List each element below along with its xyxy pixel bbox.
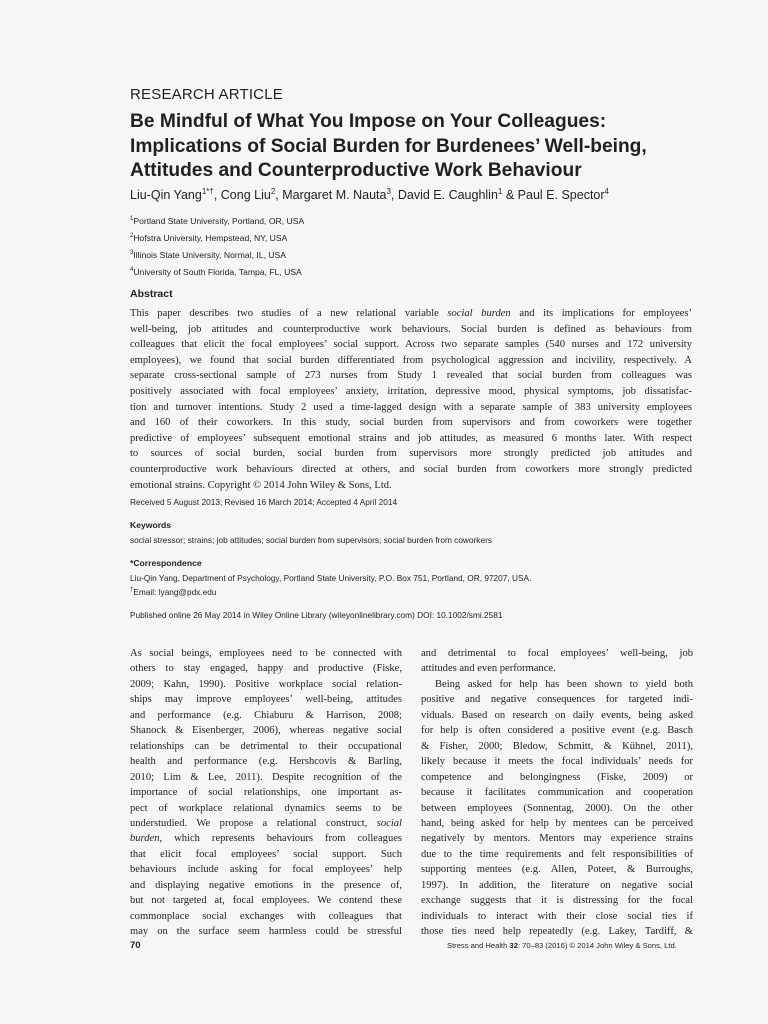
body-line: between employees (Sonnentag, 2000). On the other	[421, 802, 693, 814]
author-separator: ,	[390, 188, 398, 203]
body-line: individuals to interact with their close social ties if	[421, 910, 693, 922]
affiliation-item	[130, 263, 304, 280]
body-line: that elicit focal employees’ social support. Such	[130, 848, 402, 860]
abstract-line: separate cross-sectional sample of 273 nurses from Study 1 revealed that social burden from colleagues was	[130, 370, 692, 382]
abstract-line: employees), we found that social burden differentiated from psychological aggression and incivility, respectively. A	[130, 354, 692, 366]
body-line: due to the time requirements and felt responsibilities of	[421, 848, 693, 860]
body-line: Shanock & Eisenberger, 2006), whereas negative social	[130, 725, 402, 737]
body-line: negatively by mentors. Mentors may experience strains	[421, 833, 693, 845]
affiliation-text: Portland State University, Portland, OR, USA	[133, 215, 305, 226]
body-line: hand, being asked for help by mentees can be perceived	[421, 817, 693, 829]
author-name: Liu-Qin Yang	[130, 188, 202, 203]
body-line: health and performance (e.g. Hershcovis & Barling,	[130, 756, 402, 768]
body-line: but not targeted at, focal employees. We contend these	[130, 895, 402, 907]
body-line: and displaying negative emotions in the presence of,	[130, 879, 402, 891]
abstract-line: counterproductive work behaviours directed at others, and social burden from coworkers more strongly predicted	[130, 463, 692, 475]
journal-footer	[447, 941, 677, 950]
body-line: ships may improve employees’ well-being, attitudes	[130, 694, 402, 706]
affiliation-text: Hofstra University, Hempstead, NY, USA	[133, 232, 288, 243]
keywords-text: social stressor; strains; job attitudes; social burden from supervisors; social burden from coworkers	[130, 535, 492, 545]
affiliation-mark: 4	[130, 267, 134, 274]
body-column-right	[421, 646, 693, 940]
body-line: likely because it meets the focal individuals’ needs for	[421, 756, 693, 768]
keywords-heading: Keywords	[130, 520, 172, 530]
body-line: viduals. Based on research on daily events, being asked	[421, 709, 693, 721]
affiliation-mark: 1	[130, 216, 134, 222]
author-affiliation-mark: 1*†	[201, 187, 214, 196]
abstract-heading: Abstract	[130, 288, 173, 300]
body-line: because it facilitates communication and cooperation	[421, 787, 693, 799]
abstract-line: well-being, job attitudes and counterproductive work behaviours. Social burden is defined as behaviours from	[130, 323, 692, 335]
author-name: Cong Liu	[220, 188, 271, 203]
abstract-line: to sources of social burden, social burden from supervisors more strongly predicted job attitudes and	[130, 448, 692, 460]
author-affiliation-mark: 4	[604, 187, 609, 196]
affiliation-mark: 3	[130, 250, 134, 257]
body-line: As social beings, employees need to be connected with	[130, 648, 402, 659]
body-line: 2010; Lim & Lee, 2011). Despite recognition of the	[130, 771, 402, 783]
title-line: Be Mindful of What You Impose on Your Colleagues:	[130, 111, 607, 132]
affiliation-text: Illinois State University, Normal, IL, USA	[133, 249, 287, 260]
abstract-line: and 160 of their coworkers. In this study, social burden from supervisors and from coworkers were together	[130, 417, 692, 429]
abstract-line: tion and turnover intentions. Study 2 used a time-lagged design with a separate sample of 383 university employees	[130, 401, 692, 413]
body-line: attitudes and even performance.	[421, 663, 556, 675]
journal-citation: : 70–83 (2016) © 2014 John Wiley & Sons, Ltd.	[517, 941, 677, 950]
abstract-line: emotional strains. Copyright © 2014 John Wiley & Sons, Ltd.	[130, 479, 392, 491]
received-dates: Received 5 August 2013; Revised 16 March 2014; Accepted 4 April 2014	[130, 497, 398, 507]
body-line: commonplace social exchanges with colleagues that	[130, 910, 402, 922]
title-line: Attitudes and Counterproductive Work Behaviour	[130, 160, 582, 181]
abstract-body	[130, 306, 692, 493]
body-line: understudied. We propose a relational construct, social	[130, 817, 402, 829]
author-separator: ,	[213, 188, 221, 203]
body-line: relationships can be detrimental to their occupational	[130, 740, 402, 752]
body-line: positive and negative consequences for targeted indi-	[421, 694, 693, 706]
author-name: Margaret M. Nauta	[282, 188, 387, 203]
author-separator: ,	[275, 188, 283, 203]
affiliation-text: University of South Florida, Tampa, FL, USA	[133, 267, 302, 278]
author-affiliation-mark: 2	[270, 187, 276, 196]
body-line: others to stay engaged, happy and productive (Fiske,	[130, 663, 402, 675]
author-name: Paul E. Spector	[517, 188, 605, 203]
body-line: exchange suggests that it is distressing for the focal	[421, 895, 693, 907]
body-line: behaviours include asking for focal employees’ help	[130, 864, 402, 876]
body-line: & Fisher, 2000; Bledow, Schmitt, & Kühnel, 2011),	[421, 740, 693, 752]
body-line: 1997). In addition, the literature on negative social	[421, 879, 693, 891]
journal-name: Stress and Health	[447, 941, 508, 950]
author-affiliation-mark: 3	[386, 187, 391, 196]
body-line: 2009; Kahn, 1990). Positive workplace social relation-	[130, 678, 402, 690]
body-line: burden, which represents behaviours from colleagues	[130, 833, 402, 845]
body-line: may on the surface seem harmless could be stressful	[130, 926, 402, 938]
affiliation-item	[130, 246, 304, 263]
author-affiliation-mark: 1	[497, 187, 503, 196]
journal-volume: 32	[509, 941, 518, 950]
body-line: supporting mentees (e.g. Allen, Poteet, & Burroughs,	[421, 864, 693, 876]
affiliation-mark: 2	[130, 233, 134, 240]
body-line: competence and belongingness (Fiske, 2009) or	[421, 771, 693, 783]
publication-info: Published online 26 May 2014 in Wiley Online Library (wileyonlinelibrary.com) DOI: 10.1002/smi.2581	[130, 610, 503, 620]
email-text: Email: lyang@pdx.edu	[133, 587, 217, 597]
author-list	[130, 187, 730, 202]
author-name: David E. Caughlin	[397, 188, 498, 203]
body-line: importance of social relationships, one important as-	[130, 787, 402, 799]
affiliation-item	[130, 229, 304, 246]
body-line: Being asked for help has been shown to yield both	[435, 678, 693, 690]
abstract-line: colleagues that elicit the focal employees’ social support. Across two separate samples (540 nurses and 172 university	[130, 339, 692, 351]
email-mark: †	[130, 587, 134, 594]
body-line: pect of workplace relational dynamics seems to be	[130, 802, 402, 814]
article-type-label: RESEARCH ARTICLE	[130, 86, 283, 103]
body-line: and detrimental to focal employees’ well-being, job	[421, 648, 693, 659]
page-number: 70	[130, 940, 141, 951]
affiliation-list	[130, 212, 304, 280]
correspondence-email	[130, 587, 216, 597]
body-line: and performance (e.g. Chiaburu & Harrison, 2008;	[130, 709, 402, 721]
body-line: for help is often considered a positive event (e.g. Basch	[421, 725, 693, 737]
correspondence-address: Liu-Qin Yang, Department of Psychology, Portland State University, P.O. Box 751, Portland, OR, 97207, USA.	[130, 573, 532, 583]
affiliation-item	[130, 212, 304, 229]
correspondence-heading: *Correspondence	[130, 558, 202, 568]
body-column-left	[130, 646, 402, 940]
title-line: Implications of Social Burden for Burdenees’ Well-being,	[130, 135, 647, 157]
body-line: those ties need help repeatedly (e.g. Lakey, Tardiff, &	[421, 926, 693, 938]
abstract-line: predictive of employees’ subsequent emotional strains and job attitudes, as measured 6 months later. With respect	[130, 432, 692, 444]
article-title	[130, 110, 730, 184]
abstract-line: This paper describes two studies of a new relational variable social burden and its implications for employees’	[130, 308, 692, 319]
author-separator: &	[502, 188, 518, 203]
abstract-line: positively associated with focal employees’ anxiety, irritation, depressive mood, physical symptoms, job dissatisfac-	[130, 385, 692, 397]
